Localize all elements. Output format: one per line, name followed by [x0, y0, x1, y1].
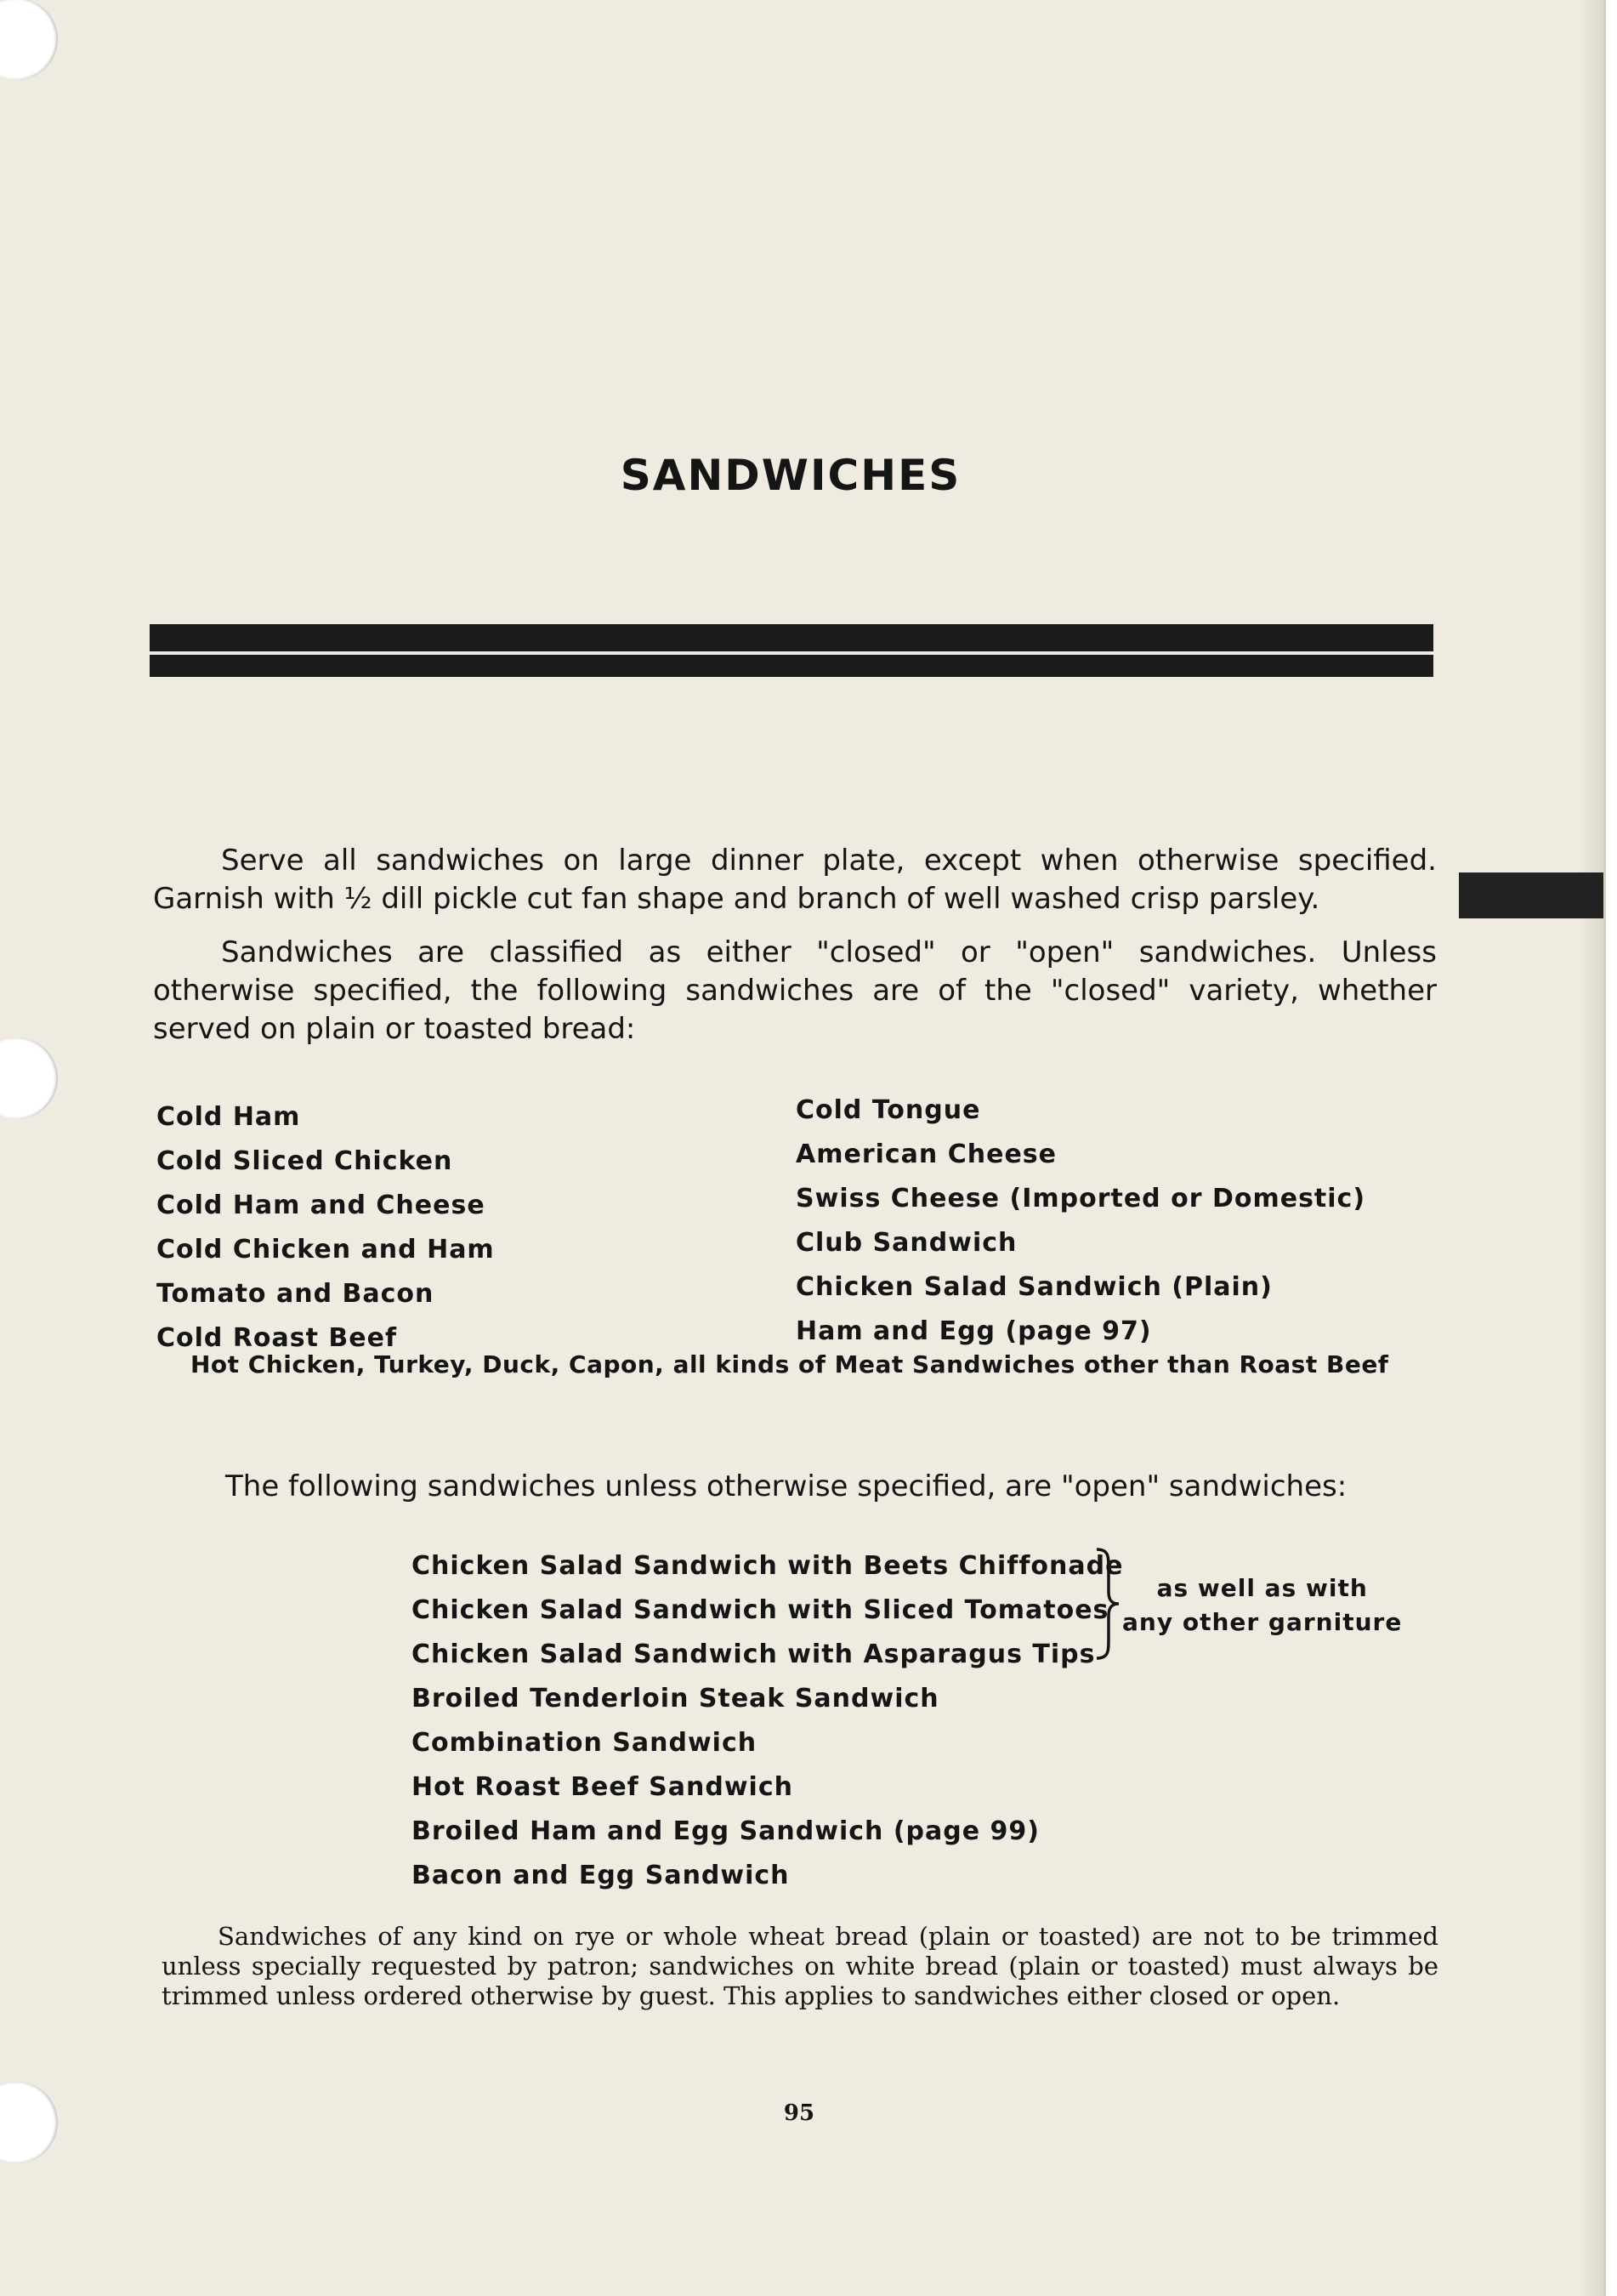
list-item: Cold Chicken and Ham — [156, 1235, 495, 1265]
garniture-note-line: as well as with — [1156, 1574, 1368, 1602]
page-number: 95 — [783, 2100, 815, 2126]
intro-paragraph-serving: Serve all sandwiches on large dinner plate, except when otherwise specified. Garnish with ½ dill pickle cut fan shape and branch of well washed crisp parsley. — [153, 844, 1437, 916]
closed-sandwich-list-right — [796, 1088, 1365, 1354]
list-item: American Cheese — [796, 1139, 1058, 1169]
list-item: Cold Sliced Chicken — [156, 1146, 453, 1176]
title-rule-bottom — [150, 655, 1433, 677]
list-item: Tomato and Bacon — [156, 1279, 434, 1309]
page-edge-shadow — [1578, 0, 1603, 2296]
intro-paragraph-classification: Sandwiches are classified as either "closed" or "open" sandwiches. Unless otherwise specified, the following sandwiches are of the "closed" variety, whether served on plain or toasted bread: — [153, 935, 1437, 1046]
curly-brace-icon — [1093, 1544, 1122, 1663]
list-item: Chicken Salad Sandwich (Plain) — [796, 1272, 1273, 1302]
list-item: Hot Roast Beef Sandwich — [411, 1772, 793, 1802]
closed-sandwich-list-left — [156, 1095, 495, 1361]
list-item: Cold Tongue — [796, 1095, 981, 1125]
list-item: Chicken Salad Sandwich with Beets Chiffonade — [411, 1551, 1124, 1581]
list-item: Cold Ham and Cheese — [156, 1191, 485, 1220]
hot-sandwiches-line: Hot Chicken, Turkey, Duck, Capon, all kinds of Meat Sandwiches other than Roast Beef — [190, 1350, 1389, 1378]
list-item: Combination Sandwich — [411, 1728, 757, 1758]
list-item: Swiss Cheese (Imported or Domestic) — [796, 1184, 1366, 1213]
trimming-footnote: Sandwiches of any kind on rye or whole wheat bread (plain or toasted) are not to be trimmed unless specially requested by patron; sandwiches on white bread (plain or toasted) must always be trimmed unless ordered otherwise by guest. This applies to sandwiches either closed or open. — [162, 1922, 1438, 2010]
binder-hole-middle — [0, 1037, 58, 1119]
list-item: Broiled Tenderloin Steak Sandwich — [411, 1684, 939, 1713]
list-item: Chicken Salad Sandwich with Sliced Tomatoes — [411, 1595, 1109, 1625]
list-item: Ham and Egg (page 97) — [796, 1316, 1152, 1346]
title-rule-top — [150, 624, 1433, 651]
garniture-note-line: any other garniture — [1122, 1608, 1403, 1636]
list-item: Club Sandwich — [796, 1228, 1018, 1258]
list-item: Cold Ham — [156, 1102, 301, 1132]
list-item: Bacon and Egg Sandwich — [411, 1861, 790, 1890]
list-item: Broiled Ham and Egg Sandwich (page 99) — [411, 1816, 1040, 1846]
binder-hole-top — [0, 0, 58, 80]
open-sandwiches-intro: The following sandwiches unless otherwise specified, are "open" sandwiches: — [225, 1469, 1348, 1503]
list-item: Cold Roast Beef — [156, 1323, 398, 1353]
page-title: SANDWICHES — [620, 451, 962, 500]
list-item: Chicken Salad Sandwich with Asparagus Tips — [411, 1640, 1096, 1669]
section-tab-marker — [1459, 872, 1603, 918]
garniture-note — [1122, 1571, 1402, 1640]
open-sandwich-list — [411, 1544, 1123, 1898]
